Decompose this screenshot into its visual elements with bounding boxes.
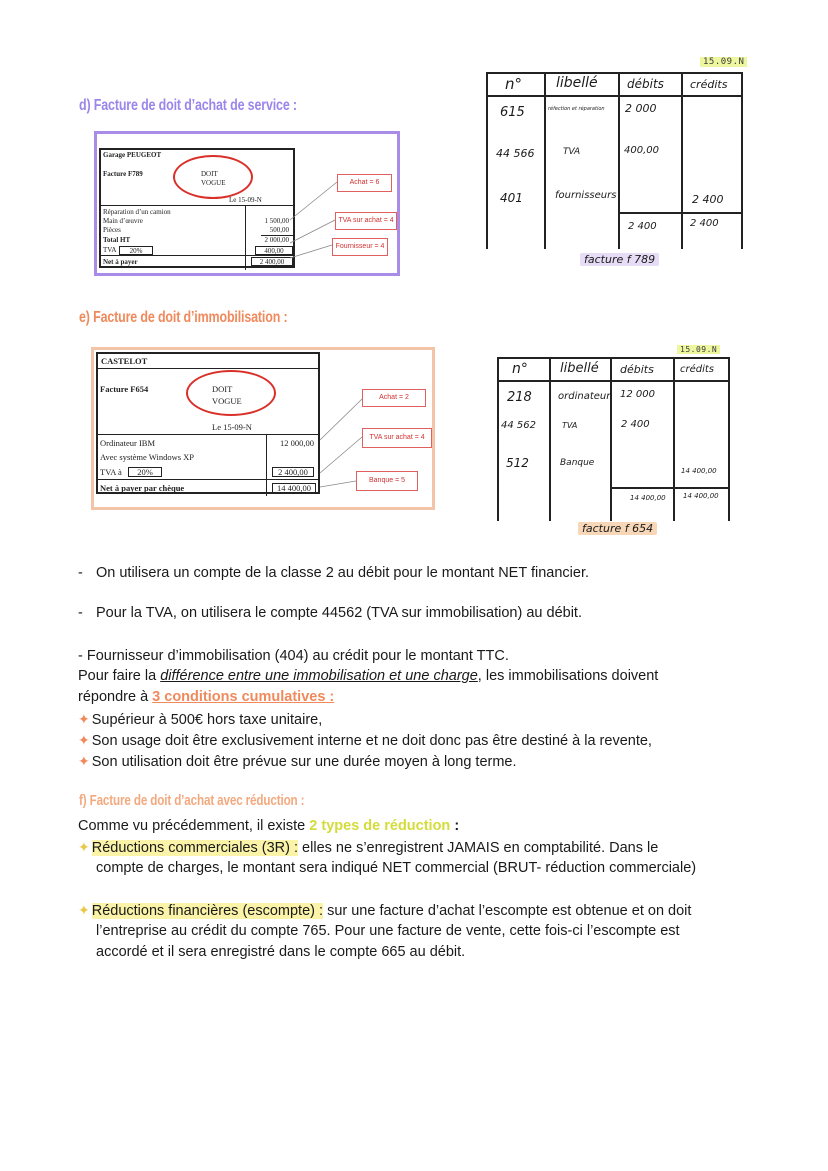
journal-e-row-debit: 12 000 (620, 389, 655, 400)
journal-e-header-libelle: libellé (560, 361, 599, 376)
f-intro: Comme vu précédemment, il existe 2 types de réduction : (78, 818, 460, 834)
journal-e-header-credits: crédits (680, 364, 715, 375)
journal-d-header-libelle: libellé (556, 75, 598, 91)
invoice-e-date: Le 15-09-N (212, 422, 252, 432)
journal-e-row-num: 44 562 (501, 420, 536, 431)
journal-d-row-debit: 2 000 (625, 102, 657, 115)
journal-d-date: 15.09.N (700, 57, 747, 67)
invoice-d-value: 500,00 (269, 226, 289, 234)
journal-d-row-libelle: réfection et réparation (548, 106, 605, 112)
section-d-title: d) Facture de doit d’achat de service : (79, 97, 297, 114)
star-icon: ✦ (78, 902, 90, 918)
invoice-d-number: Facture F789 (103, 170, 143, 178)
journal-e-date: 15.09.N (677, 345, 720, 354)
tag-tva-sur-achat-4: TVA sur achat = 4 (335, 212, 397, 230)
journal-d-row-num: 615 (500, 105, 525, 120)
journal-d-header-num: n° (505, 75, 523, 93)
invoice-d-client: VOGUE (201, 179, 226, 187)
journal-d-header-debits: débits (627, 77, 664, 91)
journal-e-total-credit: 14 400,00 (683, 492, 719, 500)
journal-e-row-debit: 2 400 (621, 419, 650, 430)
journal-e-row-num: 218 (507, 390, 532, 405)
invoice-d-value: 2 000,00 (264, 236, 289, 244)
invoice-d-company: Garage PEUGEOT (103, 151, 162, 159)
types-reduction-highlight: 2 types de réduction (309, 818, 451, 834)
invoice-e-line: Net à payer par chèque (100, 483, 185, 493)
invoice-d-value: 1 500,00 (264, 217, 289, 225)
star-icon: ✦ (78, 732, 90, 748)
journal-d-row-libelle: TVA (563, 147, 581, 157)
reduction-financiere-cont: l’entreprise au crédit du compte 765. Pour une facture de vente, cette fois-ci l’escompte est (96, 923, 680, 939)
journal-e-row-libelle: TVA (562, 421, 578, 430)
invoice-e-doit: DOIT (212, 384, 233, 394)
invoice-d-rate: 20% (119, 246, 153, 255)
section-e-title: e) Facture de doit d’immobilisation : (79, 309, 288, 326)
journal-d-row-num: 44 566 (496, 147, 535, 160)
invoice-e-doit-oval (186, 370, 276, 416)
reduction-financiere: ✦ Réductions financières (escompte) : sur une facture d’achat l’escompte est obtenue et on doit (78, 902, 692, 919)
invoice-e-arrows (310, 385, 370, 495)
invoice-d-arrows (270, 170, 340, 270)
tag-fournisseur-4: Fournisseur = 4 (332, 238, 388, 256)
difference-link-text: différence entre une immobilisation et une charge (160, 668, 478, 684)
tag-banque-5: Banque = 5 (356, 471, 418, 491)
journal-e-header-num: n° (512, 361, 528, 377)
invoice-e-line: Avec système Windows XP (100, 452, 195, 462)
bullet-classe-2: - On utilisera un compte de la classe 2 au débit pour le montant NET financier. (78, 565, 590, 581)
section-f-title: f) Facture de doit d’achat avec réduction : (79, 792, 305, 809)
invoice-d-line: Main d’œuvre (103, 217, 143, 225)
invoice-d-line: Net à payer (103, 258, 138, 266)
journal-e-total-debit: 14 400,00 (630, 494, 666, 502)
journal-d-total-credit: 2 400 (690, 218, 719, 229)
tag-tva-sur-achat-4: TVA sur achat = 4 (362, 428, 432, 448)
line-difference: Pour faire la différence entre une immobilisation et une charge, les immobilisations doivent (78, 668, 659, 684)
invoice-d-line: Réparation d’un camion (103, 208, 171, 216)
journal-d-caption: facture f 789 (580, 253, 659, 266)
bullet-tva: - Pour la TVA, on utilisera le compte 44562 (TVA sur immobilisation) au débit. (78, 605, 582, 621)
invoice-e-value: 2 400,00 (272, 467, 314, 477)
line-conditions: répondre à 3 conditions cumulatives : (78, 689, 335, 705)
invoice-d-line: Total HT (103, 236, 131, 244)
line-fournisseur-immobilisation: - Fournisseur d’immobilisation (404) au crédit pour le montant TTC. (78, 648, 509, 664)
tag-achat-2: Achat = 2 (362, 389, 426, 407)
invoice-d-doit: DOIT (201, 170, 218, 178)
journal-d-header-credits: crédits (690, 78, 728, 91)
journal-e-row-libelle: Banque (560, 458, 595, 468)
journal-e-row-num: 512 (506, 456, 529, 470)
invoice-e-total: 14 400,00 (272, 483, 316, 493)
invoice-e-rate: 20% (128, 467, 162, 477)
invoice-e-company: CASTELOT (101, 356, 148, 366)
star-icon: ✦ (78, 753, 90, 769)
star-icon: ✦ (78, 839, 90, 855)
invoice-e-line: TVA à (100, 467, 122, 477)
invoice-d-total: 2 400,00 (251, 257, 293, 266)
journal-d-row-num: 401 (500, 191, 523, 205)
journal-d-total-debit: 2 400 (628, 221, 657, 232)
invoice-e-number: Facture F654 (100, 384, 149, 394)
invoice-d-line: TVA (103, 246, 117, 254)
invoice-e-line: Ordinateur IBM (100, 438, 156, 448)
reduction-commerciale: ✦ Réductions commerciales (3R) : elles ne s’enregistrent JAMAIS en comptabilité. Dans le (78, 839, 659, 856)
journal-e-row-credit: 14 400,00 (681, 467, 717, 475)
invoice-d-value: 400,00 (255, 246, 293, 255)
condition-item: ✦ Son usage doit être exclusivement interne et ne doit donc pas être destiné à la revente, (78, 732, 652, 749)
journal-e-row-libelle: ordinateur (558, 391, 611, 402)
journal-e-caption: facture f 654 (578, 522, 657, 535)
invoice-d-date: Le 15-09-N (229, 196, 262, 204)
star-icon: ✦ (78, 711, 90, 727)
invoice-d-doit-oval (173, 155, 253, 199)
condition-item: ✦ Supérieur à 500€ hors taxe unitaire, (78, 711, 323, 728)
journal-d-row-libelle: fournisseurs (555, 190, 617, 201)
journal-e-header-debits: débits (620, 363, 654, 376)
invoice-e-client: VOGUE (212, 396, 242, 406)
condition-item: ✦ Son utilisation doit être prévue sur une durée moyen à long terme. (78, 753, 517, 770)
reduction-financiere-cont: accordé et il sera enregistré dans le compte 665 au débit. (96, 944, 466, 960)
journal-d-row-credit: 2 400 (692, 193, 724, 206)
conditions-highlight: 3 conditions cumulatives : (152, 689, 335, 705)
tag-achat-6: Achat = 6 (337, 174, 392, 192)
journal-d-row-debit: 400,00 (624, 145, 659, 156)
invoice-d-line: Pièces (103, 226, 121, 234)
reduction-commerciale-cont: compte de charges, le montant sera indiqué NET commercial (BRUT- réduction commerciale) (96, 860, 697, 876)
invoice-e-value: 12 000,00 (280, 438, 314, 448)
